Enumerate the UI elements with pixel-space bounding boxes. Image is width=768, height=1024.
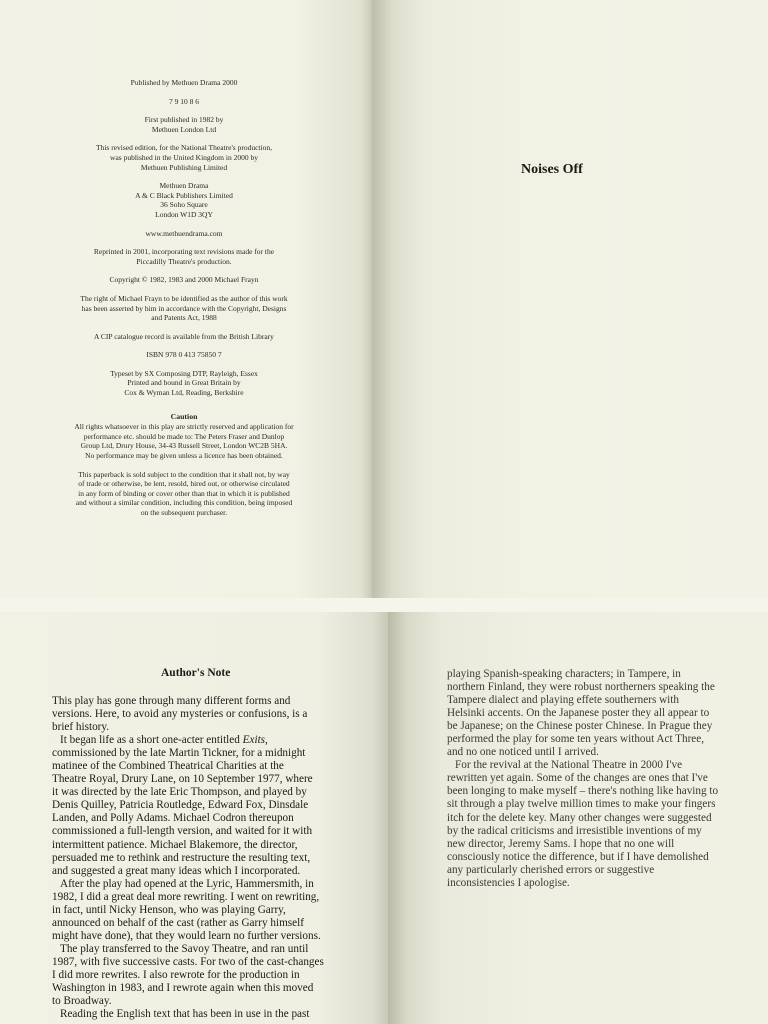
text-line: All rights whatsoever in this play are strictly reserved and application for [74, 422, 294, 432]
text-line: be Japanese; on the Chinese poster Chinese. In Prague they [447, 720, 713, 733]
revised-edition [54, 143, 314, 172]
text-line: and no one noticed until I arrived. [447, 746, 599, 759]
caution-heading: Caution [170, 411, 198, 421]
text-line: It began life as a short one-acter entitled Exits, [60, 734, 268, 747]
text-line: and suggested a great many ideas which I incorporated. [52, 864, 301, 877]
text-line: and Patents Act, 1988 [151, 313, 217, 323]
text-line: Typeset by SX Composing DTP, Rayleigh, Essex [110, 368, 258, 378]
caution-text [54, 422, 314, 460]
text-line: northern Finland, they were robust northerners speaking the [447, 681, 715, 694]
text-line: matinee of the Combined Theatrical Charities at the [52, 760, 284, 773]
text-line: versions. Here, to avoid any mysteries or confusions, is a [52, 708, 308, 721]
text-line: sit through a play twelve million times to make your fingers [447, 798, 716, 811]
text-line: The play transferred to the Savoy Theatre, and ran until [60, 942, 309, 955]
text-line: Piccadilly Theatre's production. [136, 256, 232, 266]
text-line: commissioned by the late Martin Tickner, for a midnight [52, 747, 306, 760]
text-line: brief history. [52, 721, 110, 734]
publisher-address [54, 181, 314, 219]
first-published [54, 115, 314, 134]
reprint-note [54, 247, 314, 266]
caution-notice [54, 412, 314, 461]
authors-note-heading: Author's Note [161, 667, 231, 679]
text-line: been longing to make myself – there's nothing like having to [447, 785, 719, 798]
page-gap [0, 598, 768, 612]
website: www.methuendrama.com [145, 228, 223, 238]
text-line: consciously notice the difference, but if I have demolished [447, 850, 709, 863]
text-line: This paperback is sold subject to the condition that it shall not, by way [78, 469, 290, 479]
text-line: was published in the United Kingdom in 2000 by [110, 152, 258, 162]
text-line: new director, Jeremy Sams. I hope that no one will [447, 837, 675, 850]
text-line: Washington in 1983, and I rewrote again when this moved [52, 982, 314, 995]
text-line: This revised edition, for the National Theatre's production, [96, 143, 272, 153]
text-line: Reading the English text that has been in use in the past [60, 1008, 310, 1021]
text-line: I did more rewrites. I also rewrote for the production in [52, 968, 300, 981]
publisher-line: Published by Methuen Drama 2000 [130, 78, 238, 87]
text-line: in any form of binding or cover other than that in which it is published [78, 488, 290, 498]
text-line: playing Spanish-speaking characters; in Tampere, in [447, 668, 681, 680]
text-line: The right of Michael Frayn to be identified as the author of this work [80, 293, 288, 303]
text-line: on the subsequent purchaser. [140, 508, 228, 517]
text-line: Methuen London Ltd [151, 124, 217, 134]
text-line: in fact, until Nicky Henson, who was playing Garry, [52, 903, 286, 916]
half-title-page [372, 0, 768, 598]
text-line: itch for the delete key. Many other changes were suggested [447, 811, 712, 824]
text-line: Printed and bound in Great Britain by [127, 378, 241, 388]
copyright-line: Copyright © 1982, 1983 and 2000 Michael Frayn [109, 275, 259, 285]
text-line: First published in 1982 by [144, 115, 224, 125]
text-line: rewritten yet again. Some of the changes are ones that I've [447, 772, 708, 785]
isbn: ISBN 978 0 413 75850 7 [146, 350, 222, 360]
printing-line: 7 9 10 8 6 [169, 96, 199, 106]
authors-note-right-text [447, 668, 718, 890]
text-line: Methuen Drama [159, 181, 209, 191]
text-line: No performance may be given unless a licence has been obtained. [85, 451, 283, 461]
text-line: has been asserted by him in accordance with the Copyright, Designs [81, 303, 287, 313]
text-line: 1982, I did a great deal more rewriting. I went on rewriting, [52, 890, 320, 903]
moral-right [54, 294, 314, 323]
text-line: commissioned a full-length version, and waited for it with [52, 825, 313, 838]
text-line: After the play had opened at the Lyric, Hammersmith, in [60, 877, 314, 890]
text-line: might have done), that they would learn no further versions. [52, 929, 321, 942]
text-line: inconsistencies I apologise. [447, 876, 570, 889]
text-line: Cox & Wyman Ltd, Reading, Berkshire [124, 388, 244, 398]
text-line: and without a similar condition, including this condition, being imposed [75, 498, 293, 508]
text-line: For the revival at the National Theatre in 2000 I've [455, 759, 683, 772]
text-line: Landen, and Polly Adams. Michael Codron thereupon [52, 812, 294, 825]
authors-note-left-text [52, 695, 324, 1021]
text-line: by the radical criticisms and irresistible inventions of my [447, 824, 702, 837]
text-line: Denis Quilley, Patricia Routledge, Edward Fox, Dinsdale [52, 799, 309, 812]
text-line: announced on behalf of the cast (rather as Garry himself [52, 916, 304, 929]
text-line: Reprinted in 2001, incorporating text revisions made for the [93, 247, 275, 257]
text-line: intermittent patience. Michael Blakemore, the director, [52, 838, 298, 851]
text-line: Methuen Publishing Limited [140, 162, 228, 172]
text-line: Theatre Royal, Drury Lane, on 10 September 1977, where [52, 773, 313, 786]
text-line: performance etc. should be made to: The Peters Fraser and Dunlop [83, 431, 285, 441]
text-line: London W1D 3QY [155, 209, 213, 219]
imprint-block [54, 78, 314, 518]
text-line: Tampere dialect and playing effete southerners with [447, 694, 679, 707]
text-line: A & C Black Publishers Limited [135, 190, 233, 200]
text-line: performed the play for some ten years without Act Three, [447, 733, 705, 746]
cip-record: A CIP catalogue record is available from the British Library [94, 331, 274, 341]
copyright-page [0, 0, 372, 598]
condition-notice [54, 470, 314, 518]
text-line: persuaded me to rethink and restructure the resulting text, [52, 851, 311, 864]
half-title: Noises Off [521, 162, 583, 177]
text-line: 36 Soho Square [160, 200, 208, 210]
text-line: of trade or otherwise, be lent, resold, hired out, or otherwise circulated [78, 479, 290, 489]
text-line: Group Ltd, Drury House, 34-43 Russell Street, London WC2B 5HA. [80, 441, 288, 451]
text-line: This play has gone through many different forms and [52, 695, 291, 707]
typeset-printer [54, 369, 314, 398]
text-line: to Broadway. [52, 995, 112, 1008]
text-line: Helsinki accents. On the Japanese poster they all appear to [447, 707, 710, 720]
text-line: it was directed by the late Eric Thompson, and played by [52, 786, 307, 799]
text-line: 1987, with five successive casts. For two of the cast-changes [52, 955, 324, 968]
text-line: any particularly cherished errors or suggestive [447, 863, 655, 876]
